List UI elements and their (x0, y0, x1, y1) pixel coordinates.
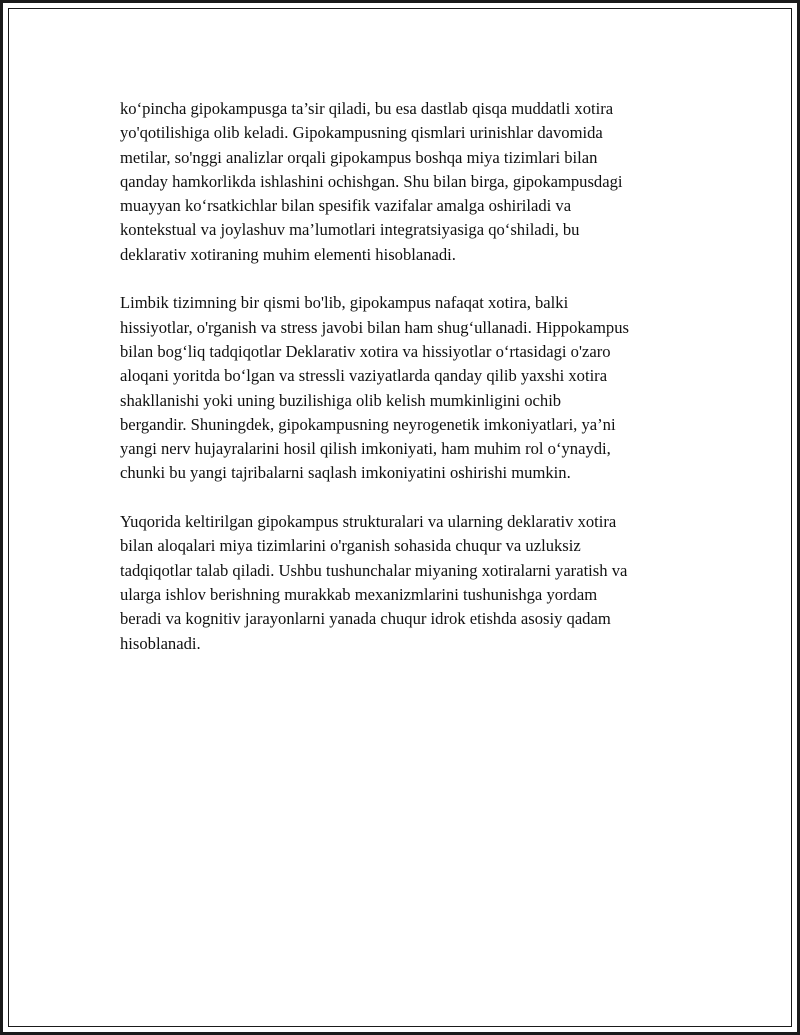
paragraph: ko‘pincha gipokampusga ta’sir qiladi, bu esa dastlab qisqa muddatli xotira yo'qotilishiga olib keladi. Gipokampusning qismlari urinishlar davomida metilar, so'nggi analizlar orqali gipokampus boshqa miya tizimlari bilan qanday hamkorlikda ishlashini ochishgan. Shu bilan birga, gipokampusdagi muayyan ko‘rsatkichlar bilan spesifik vazifalar amalga oshiriladi va kontekstual va joylashuv ma’lumotlari integratsiyasiga qo‘shiladi, bu deklarativ xotiraning muhim elementi hisoblanadi. (120, 99, 623, 264)
paragraph: Limbik tizimning bir qismi bo'lib, gipokampus nafaqat xotira, balki hissiyotlar, o'rganish va stress javobi bilan ham shug‘ullanadi. Hippokampus bilan bog‘liq tadqiqotlar Deklarativ xotira va hissiyotlar o‘rtasidagi o'zaro aloqani yoritda bo‘lgan va stressli vaziyatlarda qanday qilib yaxshi xotira shakllanishi yoki uning buzilishiga olib kelish mumkinligini ochib bergandir. Shuningdek, gipokampusning neyrogenetik imkoniyatlari, ya’ni yangi nerv hujayralarini hosil qilish imkoniyati, ham muhim rol o‘ynaydi, chunki bu yangi tajribalarni saqlash imkoniyatini oshirishi mumkin. (120, 293, 629, 483)
document-body (120, 97, 695, 680)
paragraph: Yuqorida keltirilgan gipokampus strukturalari va ularning deklarativ xotira bilan aloqalari miya tizimlarini o'rganish sohasida chuqur va uzluksiz tadqiqotlar talab qiladi. Ushbu tushunchalar miyaning xotiralarni yaratish va ularga ishlov berishning murakkab mexanizmlarini tushunishga yordam beradi va kognitiv jarayonlarni yanada chuqur idrok etishda asosiy qadam hisoblanadi. (120, 512, 628, 653)
